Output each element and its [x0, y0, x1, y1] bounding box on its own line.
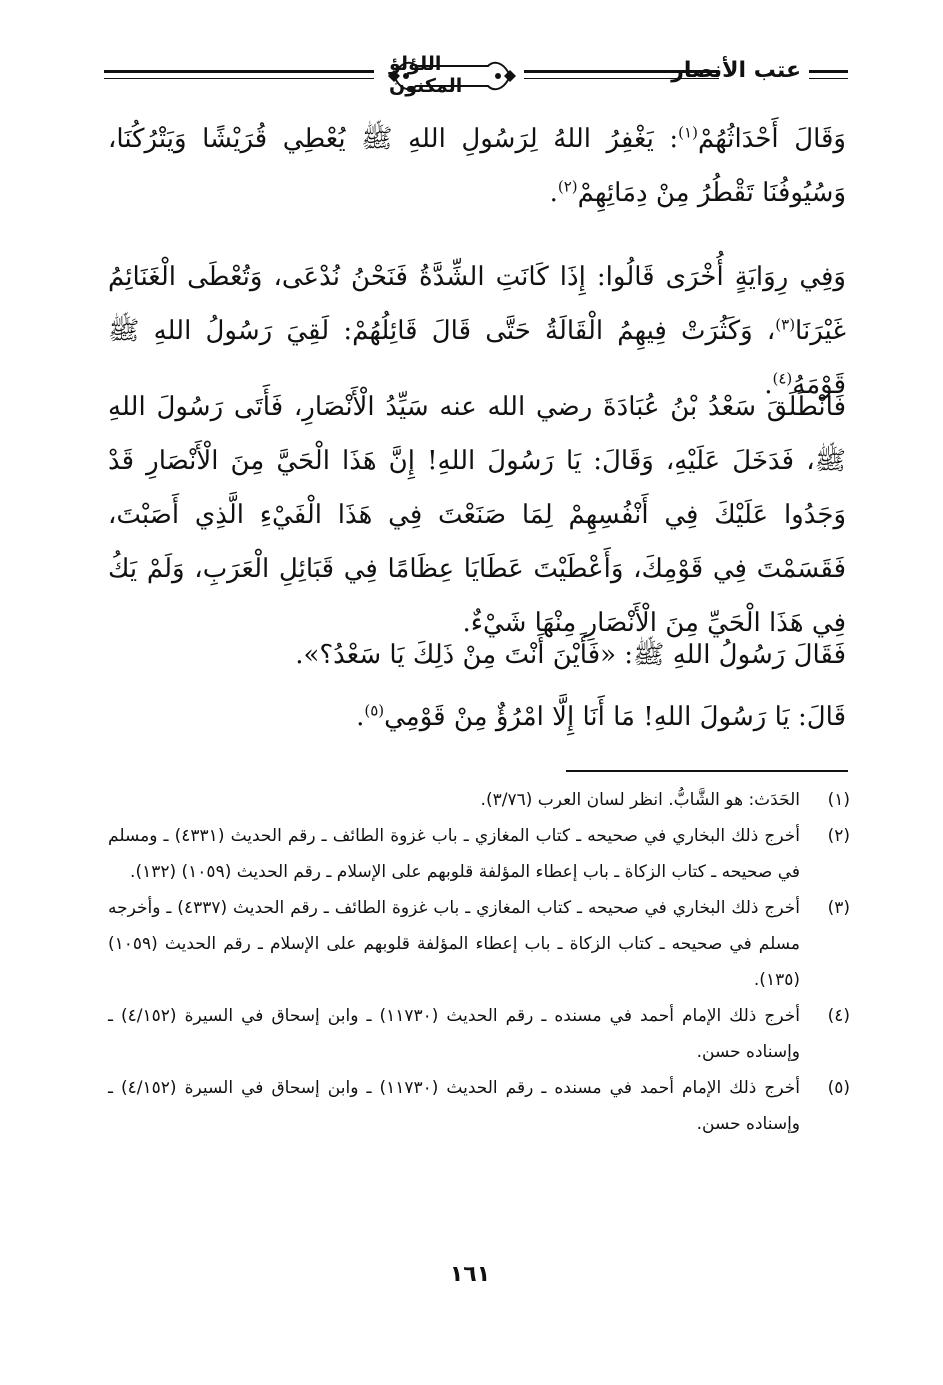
footnote-text: أخرج ذلك الإمام أحمد في مسنده ـ رقم الحديث (١١٧٣٠) ـ وابن إسحاق في السيرة (٤/١٥٢) ـ وإسناده حسن.	[108, 1078, 800, 1134]
footnote-item	[108, 818, 850, 890]
footnote-number: (٤)	[827, 1006, 850, 1026]
header-rule-left	[104, 70, 374, 79]
footnote-text: الحَدَث: هو الشَّابُّ. انظر لسان العرب (٣/٧٦).	[480, 790, 800, 810]
footnote-item	[108, 782, 850, 818]
footnote-item	[108, 998, 850, 1070]
paragraph-4	[108, 628, 846, 682]
book-title: اللؤلؤ المكنون	[389, 53, 463, 97]
page-header	[104, 54, 848, 98]
header-rule-right	[809, 70, 848, 79]
chapter-title: عتب الأنصار	[671, 58, 801, 83]
paragraph-text: : يَغْفِرُ اللهُ لِرَسُولِ اللهِ ﷺ يُعْطِي قُرَيْشًا وَيَتْرُكُنَا، وَسُيُوفُنَا تَقْطُرُ مِنْ دِمَائِهِمْ	[108, 124, 846, 208]
footnote-item	[108, 890, 850, 998]
footnote-item	[108, 1070, 850, 1142]
footnote-number: (١)	[827, 790, 850, 810]
footnote-ref-4[interactable]: (٤)	[772, 369, 793, 388]
paragraph-text: فَقَالَ رَسُولُ اللهِ ﷺ: «فَأَيْنَ أَنْتَ مِنْ ذَلِكَ يَا سَعْدُ؟».	[295, 640, 846, 670]
footnote-number: (٥)	[827, 1078, 850, 1098]
paragraph-1	[108, 112, 846, 220]
paragraph-text: فَانْطَلَقَ سَعْدُ بْنُ عُبَادَةَ رضي الله عنه سَيِّدُ الْأَنْصَارِ، فَأَتَى رَسُولَ اللهِ ﷺ، فَدَخَلَ عَلَيْهِ، وَقَالَ: يَا رَسُولَ اللهِ! إِنَّ هَذَا الْحَيَّ مِنَ الْأَنْصَارِ قَدْ وَجَدُوا عَلَيْكَ فِي أَنْفُسِهِمْ لِمَا صَنَعْتَ فِي هَذَا الْفَيْءِ الَّذِي أَصَبْتَ، فَقَسَمْتَ فِي قَوْمِكَ، وَأَعْطَيْتَ عَطَايَا عِظَامًا فِي قَبَائِلِ الْعَرَبِ، وَلَمْ يَكُ فِي هَذَا الْحَيِّ مِنَ الْأَنْصَارِ مِنْهَا شَيْءٌ.	[108, 392, 846, 638]
footnote-text: أخرج ذلك البخاري في صحيحه ـ كتاب المغازي ـ باب غزوة الطائف ـ رقم الحديث (٤٣٣١) ـ ومسلم في صحيحه ـ كتاب الزكاة ـ باب إعطاء المؤلفة قلوبهم على الإسلام ـ رقم الحديث (١٠٥٩) (١٣٢).	[108, 826, 801, 882]
paragraph-text: .	[549, 178, 558, 208]
page-number: ١٦١	[449, 1262, 491, 1287]
paragraph-text: .	[356, 702, 365, 732]
footnote-number: (٢)	[827, 826, 850, 846]
footnote-ref-1[interactable]: (١)	[678, 123, 698, 142]
paragraph-text: وَفِي رِوَايَةٍ أُخْرَى قَالُوا: إِذَا كَانَتِ الشِّدَّةُ فَنَحْنُ نُدْعَى، وَتُعْطَى الْغَنَائِمُ غَيْرَنَا	[108, 262, 846, 346]
paragraph-text: .	[764, 370, 773, 400]
footnote-ref-2[interactable]: (٢)	[557, 177, 578, 196]
footnotes	[108, 782, 850, 1142]
footnote-text: أخرج ذلك البخاري في صحيحه ـ كتاب المغازي ـ باب غزوة الطائف ـ رقم الحديث (٤٣٣٧) ـ وأخرجه مسلم في صحيحه ـ كتاب الزكاة ـ باب إعطاء المؤلفة قلوبهم على الإسلام ـ رقم الحديث (١٠٥٩) (١٣٥).	[108, 898, 800, 990]
paragraph-text: قَالَ: يَا رَسُولَ اللهِ! مَا أَنَا إِلَّا امْرُؤٌ مِنْ قَوْمِي	[384, 702, 846, 732]
footnote-text: أخرج ذلك الإمام أحمد في مسنده ـ رقم الحديث (١١٧٣٠) ـ وابن إسحاق في السيرة (٤/١٥٢) ـ وإسناده حسن.	[108, 1006, 800, 1062]
footnote-separator	[566, 770, 848, 772]
paragraph-text: وَقَالَ أَحْدَاثُهُمْ	[697, 124, 846, 154]
footnote-ref-3[interactable]: (٣)	[775, 315, 796, 334]
paragraph-text: ، وَكَثُرَتْ فِيهِمُ الْقَالَةُ حَتَّى قَالَ قَائِلُهُمْ: لَقِيَ رَسُولُ اللهِ ﷺ قَوْمَهُ	[108, 316, 846, 400]
footnote-ref-5[interactable]: (٥)	[364, 701, 385, 720]
paragraph-3	[108, 380, 846, 650]
footnote-number: (٣)	[827, 898, 850, 918]
paragraph-5	[108, 690, 846, 744]
